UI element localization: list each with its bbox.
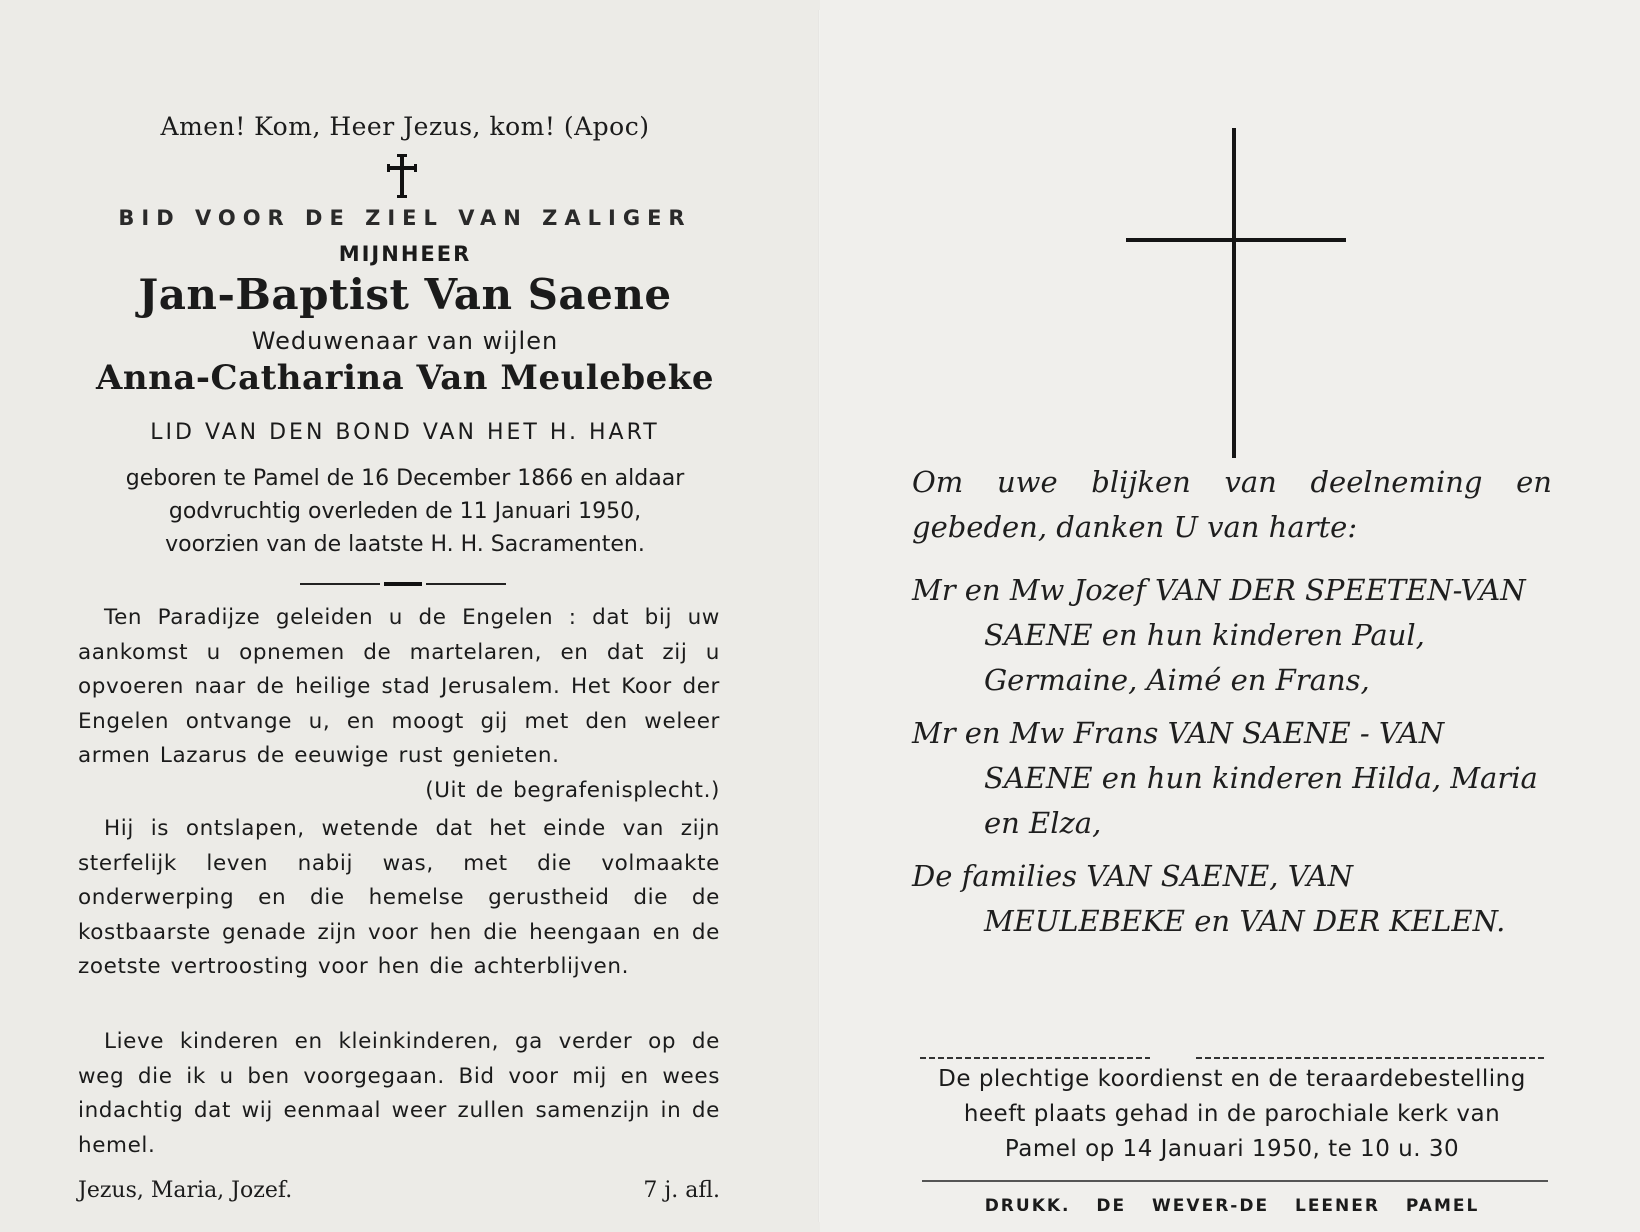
dashed-divider-right — [1196, 1057, 1546, 1059]
funeral-line-2: heeft plaats gehad in de parochiale kerk van — [963, 1101, 1501, 1127]
family-entry-3: De families VAN SAENE, VAN MEULEBEKE en VAN DER KELEN. — [912, 859, 1506, 938]
dashed-divider-left — [920, 1057, 1150, 1059]
thanks-intro: Om uwe blijken van deelneming en gebeden, danken U van harte: — [912, 465, 1552, 544]
funeral-info — [912, 1062, 1552, 1167]
paragraph-1 — [78, 601, 720, 809]
printer-credit: DRUKK. DE WEVER-DE LEENER PAMEL — [984, 1196, 1480, 1216]
left-footer — [78, 1178, 720, 1203]
latin-cross-icon — [386, 154, 418, 198]
death-line: godvruchtig overleden de 11 Januari 1950, — [168, 499, 642, 524]
closing-invocation: Jezus, Maria, Jozef. — [78, 1178, 293, 1203]
funeral-line-1: De plechtige koordienst en de teraardebestelling — [938, 1066, 1526, 1092]
paragraph-3 — [78, 1025, 720, 1163]
paragraph-3-text: Lieve kinderen en kleinkinderen, ga verder op de weg die ik u ben voorgegaan. Bid voor mij en wees indachtig dat wij eenmaal weer zullen samenzijn in de hemel. — [78, 1029, 720, 1158]
membership-line: LID VAN DEN BOND VAN HET H. HART — [150, 420, 660, 445]
paragraph-1-text: Ten Paradijze geleiden u de Engelen : dat bij uw aankomst u opnemen de martelaren, en dat zij u opvoeren naar de heilige stad Jerusalem. Het Koor der Engelen ontvange u, en moogt gij met den weleer armen Lazarus de eeuwige rust genieten. — [78, 605, 720, 769]
scripture-quote: Amen! Kom, Heer Jezus, kom! (Apoc) — [160, 112, 650, 141]
honorific-title: MIJNHEER — [338, 242, 472, 266]
paragraph-2-text: Hij is ontslapen, wetende dat het einde van zijn sterfelijk leven nabij was, met die volmaakte onderwerping en die hemelse gerustheid die de kostbaarste genade zijn voor hen die heengaan en de zoetste vertroosting voor hen die achterblijven. — [78, 816, 720, 980]
sacraments-line: voorzien van de laatste H. H. Sacramenten. — [165, 532, 645, 557]
deceased-name: Jan-Baptist Van Saene — [138, 270, 672, 319]
ornamental-separator — [300, 582, 506, 586]
birth-line: geboren te Pamel de 16 December 1866 en aldaar — [125, 466, 685, 491]
paragraph-2 — [78, 812, 720, 985]
indulgence-note: 7 j. afl. — [643, 1178, 720, 1203]
life-details — [0, 462, 810, 561]
spouse-name: Anna-Catharina Van Meulebeke — [96, 358, 714, 398]
footer-rule — [922, 1180, 1548, 1182]
family-entry-2: Mr en Mw Frans VAN SAENE - VAN SAENE en hun kinderen Hilda, Maria en Elza, — [912, 716, 1538, 840]
family-entry-1: Mr en Mw Jozef VAN DER SPEETEN-VAN SAENE en hun kinderen Paul, Germaine, Aimé en Frans, — [912, 573, 1526, 697]
paragraph-1-source: (Uit de begrafenisplecht.) — [425, 777, 720, 803]
thanks-block — [912, 460, 1552, 952]
funeral-line-3: Pamel op 14 Januari 1950, te 10 u. 30 — [1004, 1136, 1460, 1162]
latin-cross-icon — [1126, 128, 1346, 458]
prayer-heading: BID VOOR DE ZIEL VAN ZALIGER — [118, 206, 692, 230]
widower-line: Weduwenaar van wijlen — [251, 327, 559, 355]
